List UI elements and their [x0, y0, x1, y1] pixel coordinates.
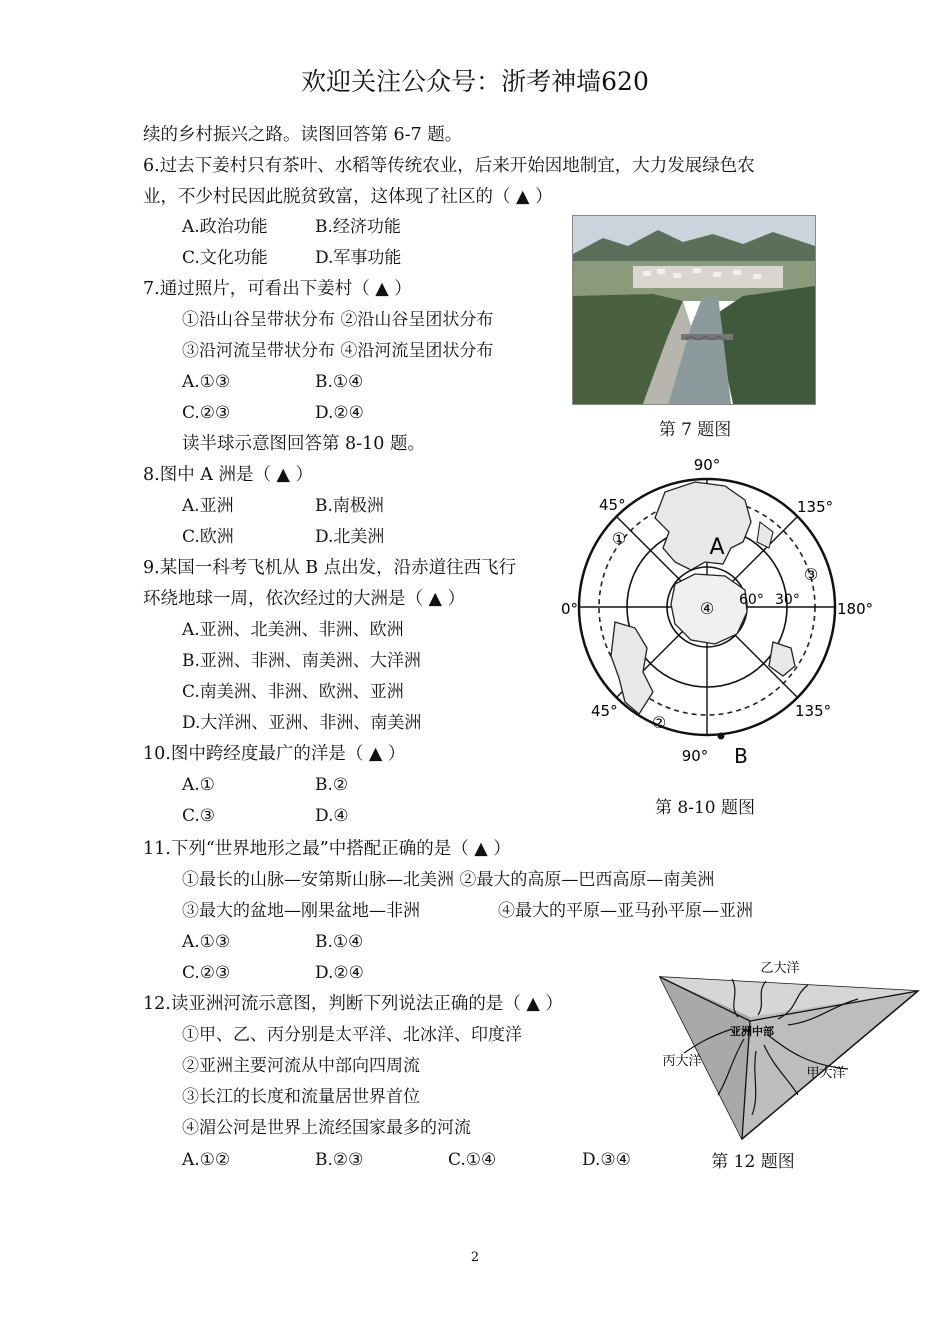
q10-stem: 10.图中跨经度最广的洋是（ ▲ ） [143, 744, 406, 764]
label-45-bottom-left: 45° [591, 702, 618, 720]
label-135-top-right: 135° [797, 498, 834, 516]
label-ocean-2: ② [651, 713, 667, 732]
label-90-top: 90° [693, 456, 721, 474]
q7-option-c: C.②③ [182, 403, 231, 423]
q6-option-a: A.政治功能 [182, 217, 268, 237]
q9-option-a: A.亚洲、北美洲、非洲、欧洲 [182, 620, 404, 640]
label-60: 60° [739, 592, 764, 608]
label-point-b: B [734, 744, 748, 768]
label-30: 30° [775, 592, 800, 608]
q8-10-figure-caption: 第 8-10 题图 [655, 798, 755, 818]
label-ocean-1: ① [611, 529, 627, 548]
label-jia-ocean: 甲大洋 [806, 1066, 846, 1081]
q12-option-d: D.③④ [582, 1150, 631, 1170]
label-asia-center: 亚洲中部 [730, 1025, 774, 1038]
q9-stem-line2: 环绕地球一周，依次经过的大洲是（ ▲ ） [143, 589, 466, 609]
label-180: 180° [837, 600, 874, 618]
q12-statement-3: ③长江的长度和流量居世界首位 [182, 1087, 420, 1107]
q6-stem-line1: 6.过去下姜村只有茶叶、水稻等传统农业，后来开始因地制宜，大力发展绿色农 [143, 156, 755, 176]
q11-option-b: B.①④ [315, 932, 364, 952]
q12-statement-1: ①甲、乙、丙分别是太平洋、北冰洋、印度洋 [182, 1025, 522, 1045]
village-photo-illustration [573, 216, 815, 404]
q6-option-b: B.经济功能 [315, 217, 401, 237]
q9-stem-line1: 9.某国一科考飞机从 B 点出发，沿赤道往西飞行 [143, 558, 517, 578]
q7-statement-1-2: ①沿山谷呈带状分布 ②沿山谷呈团状分布 [182, 310, 494, 330]
q8-option-b: B.南极洲 [315, 496, 384, 516]
label-45-top-left: 45° [599, 496, 626, 514]
read-8-10-instruction: 读半球示意图回答第 8-10 题。 [182, 434, 425, 454]
q11-statement-1-2: ①最长的山脉—安第斯山脉—北美洲 ②最大的高原—巴西高原—南美洲 [182, 870, 715, 890]
q7-stem: 7.通过照片，可看出下姜村（ ▲ ） [143, 279, 412, 299]
q10-option-c: C.③ [182, 806, 216, 826]
q6-option-c: C.文化功能 [182, 248, 268, 268]
continent-a-shape [655, 482, 751, 570]
page-header-title: 欢迎关注公众号：浙考神墙620 [301, 67, 649, 96]
label-135-bottom-right: 135° [795, 702, 832, 720]
q11-stem: 11.下列“世界地形之最”中搭配正确的是（ ▲ ） [143, 839, 511, 859]
q10-option-b: B.② [315, 775, 349, 795]
q12-option-a: A.①② [182, 1150, 231, 1170]
label-ocean-4: ④ [699, 599, 715, 618]
point-b-marker [718, 733, 725, 740]
q8-option-d: D.北美洲 [315, 527, 385, 547]
q12-statement-2: ②亚洲主要河流从中部向四周流 [182, 1056, 420, 1076]
label-yi-ocean: 乙大洋 [760, 961, 800, 976]
q8-option-a: A.亚洲 [182, 496, 234, 516]
label-0: 0° [561, 600, 579, 618]
q9-option-d: D.大洋洲、亚洲、非洲、南美洲 [182, 713, 422, 733]
q10-option-d: D.④ [315, 806, 349, 826]
label-90-bottom: 90° [681, 747, 709, 765]
q10-option-a: A.① [182, 775, 215, 795]
q12-option-b: B.②③ [315, 1150, 364, 1170]
q7-option-b: B.①④ [315, 372, 364, 392]
q6-stem-line2: 业，不少村民因此脱贫致富，这体现了社区的（ ▲ ） [143, 187, 553, 207]
asia-rivers-diagram [648, 955, 928, 1145]
q7-option-a: A.①③ [182, 372, 231, 392]
hemisphere-map [555, 452, 885, 772]
q6-option-d: D.军事功能 [315, 248, 402, 268]
label-ocean-3: ③ [803, 565, 819, 584]
q8-option-c: C.欧洲 [182, 527, 234, 547]
q11-option-d: D.②④ [315, 963, 364, 983]
q11-statement-4: ④最大的平原—亚马孙平原—亚洲 [498, 901, 753, 921]
label-continent-a: A [709, 535, 725, 560]
q7-option-d: D.②④ [315, 403, 364, 423]
village-photo [572, 215, 816, 405]
label-bing-ocean: 丙大洋 [662, 1054, 702, 1069]
q12-option-c: C.①④ [448, 1150, 497, 1170]
q11-statement-3: ③最大的盆地—刚果盆地—非洲 [182, 901, 420, 921]
q11-option-a: A.①③ [182, 932, 231, 952]
q9-option-b: B.亚洲、非洲、南美洲、大洋洲 [182, 651, 421, 671]
q12-figure-caption: 第 12 题图 [711, 1152, 795, 1172]
q9-option-c: C.南美洲、非洲、欧洲、亚洲 [182, 682, 404, 702]
q7-statement-3-4: ③沿河流呈带状分布 ④沿河流呈团状分布 [182, 341, 494, 361]
q8-stem: 8.图中 A 洲是（ ▲ ） [143, 465, 314, 485]
page-number: 2 [470, 1250, 480, 1265]
q7-figure-caption: 第 7 题图 [658, 420, 732, 440]
q12-statement-4: ④湄公河是世界上流经国家最多的河流 [182, 1118, 471, 1138]
continent-lower-right-shape [769, 642, 795, 676]
q12-stem: 12.读亚洲河流示意图，判断下列说法正确的是（ ▲ ） [143, 994, 563, 1014]
intro-text: 续的乡村振兴之路。读图回答第 6-7 题。 [143, 125, 463, 145]
q11-option-c: C.②③ [182, 963, 231, 983]
